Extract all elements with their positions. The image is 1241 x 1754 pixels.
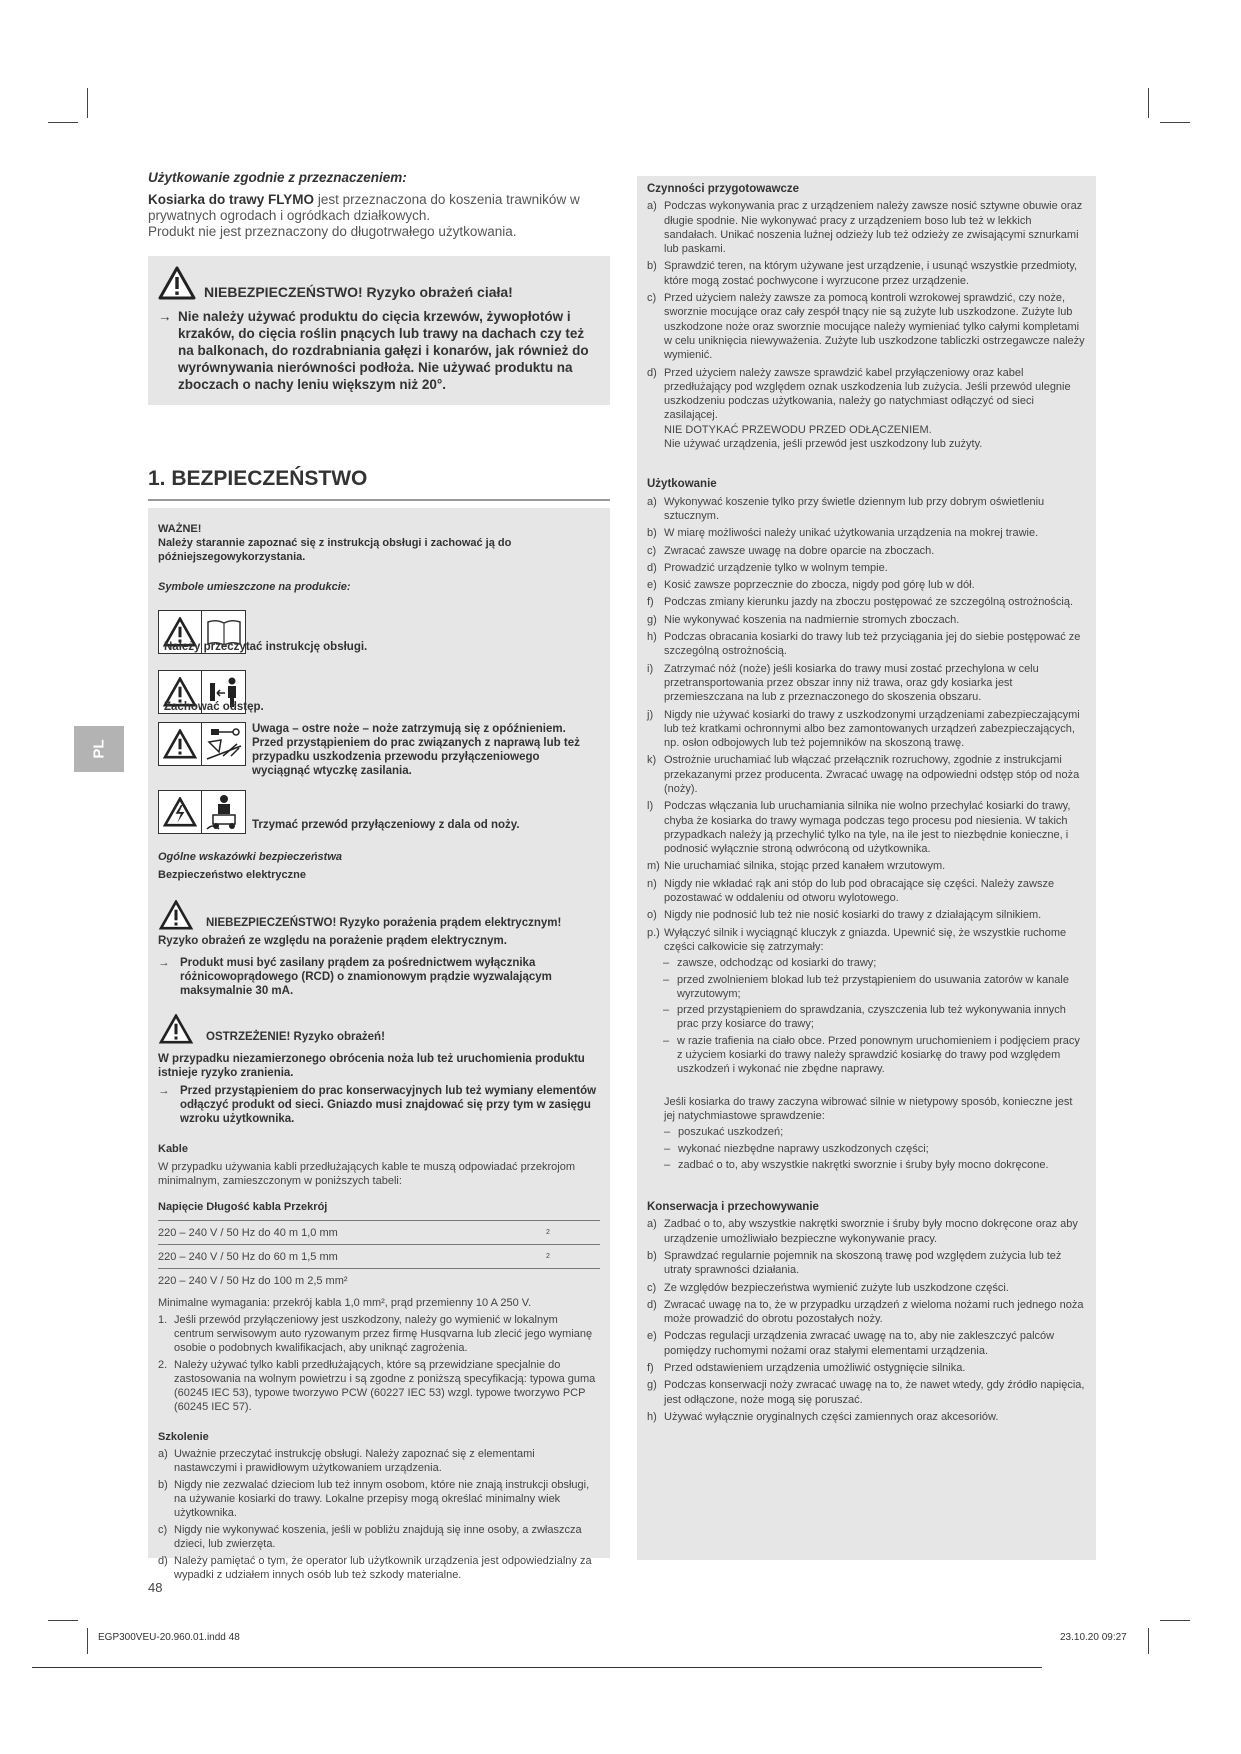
list-item: a) Wykonywać koszenie tylko przy świetle dziennym lub przy dobrym oświetleniu sztucznym. xyxy=(647,495,1045,522)
table-row: 220 – 240 V / 50 Hz do 60 m 1,5 mm 2 xyxy=(158,1245,600,1269)
danger-text: Nie należy używać produktu do cięcia krzewów, żywopłotów i krzaków, do cięcia roślin pnących lub trawy na dachach czy też na balkonach, do rozdrabniania gałęzi i konarów, jak również do wyrównywania nierówności podłoża. Nie używać produktu na zboczach o nachy leniu większym niż 20°. xyxy=(178,309,589,392)
symbols-title: Symbole umieszczone na produkcie: xyxy=(158,581,351,593)
list-item: c) Zwracać zawsze uwagę na dobre oparcie na zboczach. xyxy=(647,544,935,557)
footer-filename: EGP300VEU-20.960.01.indd 48 xyxy=(98,1632,240,1643)
list-item: e) Kosić zawsze poprzecznie do zbocza, nigdy pod górę lub w dół. xyxy=(647,579,975,592)
list-item: n) Nigdy nie wkładać rąk ani stóp do lub pod obracające się części. Należy zawsze pozostawać w oddaleniu od otworu wylotowego. xyxy=(647,877,1055,905)
prep-title: Czynności przygotowawcze xyxy=(647,183,800,195)
list-item: e) Podczas regulacji urządzenia zwracać uwagę na to, aby nie zakleszczyć palców pomiędzy ruchomymi nożami oraz stałymi elementami urządzenia. xyxy=(647,1330,1055,1357)
crop-mark xyxy=(87,1628,88,1654)
symbol-label-manual: Należy przeczytać instrukcję obsługi. xyxy=(164,641,368,653)
list-item: c) Przed użyciem należy zawsze za pomocą kontroli wzrokowej sprawdzić, czy noże, sworznie mocujące oraz cały zespół tnący nie są zużyte lub uszkodzone. Zużyte lub uszkodzone noże oraz sworznie mocujące należy wymieniać tylko całymi kompletami w celu uniknięcia niewyważenia. Zużyte lub uszkodzone tabliczki ostrzegawcze należy wymienić. xyxy=(647,292,1085,362)
list-item: h) Używać wyłącznie oryginalnych części zamiennych oraz akcesoriów. xyxy=(647,1410,999,1423)
symbol-label-distance: Zachować odstęp. xyxy=(164,701,264,713)
list-item: k) Ostrożnie uruchamiać lub włączać przełącznik rozruchowy, zgodnie z instrukcjami przekazanymi przez producenta. Zwracać uwagę na odpowiedni odstęp stóp od noża (noży). xyxy=(647,754,1080,795)
electric-danger-sub: Ryzyko obrażeń ze względu na porażenie prądem elektrycznym. xyxy=(158,935,507,947)
intro-paragraph: Kosiarka do trawy FLYMO jest przeznaczona do koszenia trawników w prywatnych ogrodach i ogródkach działkowych. xyxy=(148,192,580,223)
list-item: d) Przed użyciem należy zawsze sprawdzić kabel przyłączeniowy oraz kabel przedłużający pod względem oznak uszkodzenia lub zużycia. Jeśli przewód ulegnie uszkodzeniu podczas użytkowania, należy go natychmiast odłączyć od sieci zasilającej. xyxy=(647,366,1071,422)
dash-item: – zadbać o to, aby wszystkie nakrętki sworznie i śruby były mocno dokręcone. xyxy=(664,1158,1049,1171)
list-item: d) Należy pamiętać o tym, że operator lub użytkownik urządzenia jest odpowiedzialny za wypadki z udziałem innych osób lub też szkody materialne. xyxy=(158,1555,592,1581)
symbol-row-distance xyxy=(158,666,600,714)
symbol-row-cable xyxy=(158,790,600,834)
maintenance-title: Konserwacja i przechowywanie xyxy=(647,1201,819,1214)
vibration-note: Jeśli kosiarka do trawy zaczyna wibrować silnie w nietypowy sposób, konieczne jest jej natychmiastowe sprawdzenie: xyxy=(664,1095,1073,1122)
usage-title: Użytkowanie xyxy=(647,478,717,491)
cables-intro: W przypadku używania kabli przedłużających kable te muszą odpowiadać przekrojom minimalnym, zamieszczonym w poniższych tabeli: xyxy=(158,1161,575,1187)
crop-mark xyxy=(1160,1620,1190,1621)
list-item: b) Sprawdzać regularnie pojemnik na skoszoną trawę pod względem zużycia lub też utraty sprawności działania. xyxy=(647,1250,1062,1277)
electric-danger-item: → Produkt musi być zasilany prądem za pośrednictwem wyłącznika różnicowoprądowego (RCD) o znamionowym prądzie wyzwalającym maksymalnie 30 mA. xyxy=(158,957,552,997)
list-item: 2. Należy używać tylko kabli przedłużających, które są przewidziane specjalnie do zastosowania na wolnym powietrzu i są zgodne z poniższą specyfikacją: typowa guma (60245 IEC 53), typowe tworzywo PCW (60227 IEC 53) wzgl. typowe tworzywo PCP (60245 IEC 57). xyxy=(158,1359,596,1413)
symbol-label-blades: Uwaga – ostre noże – noże zatrzymują się z opóźnieniem. Przed przystąpieniem do prac związanych z naprawą lub też przypadku uszkodzenia przewodu przyłączeniowego wyciągnąć wtyczkę zasilania. xyxy=(252,723,580,777)
crop-mark xyxy=(48,122,78,123)
danger-box xyxy=(148,256,610,405)
list-item: b) Nigdy nie zezwalać dzieciom lub też innym osobom, które nie znają instrukcji obsługi, na używanie kosiarki do trawy. Lokalne przepisy mogą określać minimalny wiek użytkownika. xyxy=(158,1479,590,1519)
crop-mark xyxy=(87,88,88,118)
list-item: d) Prowadzić urządzenie tylko w wolnym tempie. xyxy=(647,561,888,574)
arrow-icon: → xyxy=(158,1085,170,1097)
section-title: 1. BEZPIECZEŃSTWO xyxy=(148,467,610,501)
list-item: b) W miarę możliwości należy unikać użytkowania urządzenia na mokrej trawie. xyxy=(647,527,1039,540)
cables-title: Kable xyxy=(158,1143,188,1155)
list-item: f) Podczas zmiany kierunku jazdy na zboczu postępować ze szczególną ostrożnością. xyxy=(647,596,1074,609)
list-item: m) Nie uruchamiać silnika, stojąc przed kanałem wrzutowym. xyxy=(647,860,946,873)
warning-triangle-icon xyxy=(158,790,202,834)
dash-item: – zawsze, odchodząc od kosiarki do trawy; xyxy=(663,957,877,970)
list-item: a) Zadbać o to, aby wszystkie nakrętki sworznie i śruby były mocno dokręcone oraz aby urządzenie umożliwiało bezpieczne wykonywanie pracy. xyxy=(647,1218,1078,1245)
prep-last: Nie używać urządzenia, jeśli przewód jest uszkodzony lub zużyty. xyxy=(664,438,983,451)
electric-danger-title: NIEBEZPIECZEŃSTWO! Ryzyko porażenia prądem elektrycznym! xyxy=(206,917,562,929)
important-text: Należy starannie zapoznać się z instrukcją obsługi i zachować ją do późniejszegowykorzystania. xyxy=(158,537,512,563)
crop-mark xyxy=(1160,122,1190,123)
caution-header xyxy=(158,1014,600,1044)
footer-timestamp: 23.10.20 09:27 xyxy=(1060,1632,1127,1643)
crop-mark xyxy=(1148,1628,1149,1654)
list-item: j) Nigdy nie używać kosiarki do trawy z uszkodzonymi urządzeniami zabezpieczającymi lub też kratkami ochronnymi albo bez zamontowanych urządzeń zabezpieczających, np. osłon odbojowych lub też pojemników na skoszoną trawę. xyxy=(647,708,1080,750)
intro-title: Użytkowanie zgodnie z przeznaczeniem: xyxy=(148,170,407,185)
danger-title: NIEBEZPIECZEŃSTWO! Ryzyko obrażeń ciała! xyxy=(204,284,513,300)
right-column xyxy=(637,176,1096,1560)
left-column xyxy=(148,170,610,1581)
safety-panel xyxy=(148,508,610,1581)
electric-danger-header xyxy=(158,900,600,930)
caution-item: → Przed przystąpieniem do prac konserwacyjnych lub też wymiany elementów odłączyć produkt od sieci. Gniazdo musi znajdować się przy tym w zasięgu wzroku użytkownika. xyxy=(158,1085,597,1125)
arrow-icon: → xyxy=(158,309,172,324)
cable-away-from-blades-icon xyxy=(202,790,246,834)
caution-title: OSTRZEŻENIE! Ryzyko obrażeń! xyxy=(206,1031,385,1043)
cable-table xyxy=(158,1220,600,1292)
list-item: l) Podczas włączania lub uruchamiania silnika nie wolno przechylać kosiarki do trawy, chyba że kosiarka do trawy wymaga podczas tego procesu pod niesienia. W takich przypadkach należy ją przechylić tylko na tyle, na ile jest to niezbędnie konieczne, i podnosić wyłącznie stroną odwróconą od użytkownika. xyxy=(647,800,1071,856)
dash-item: – przed przystąpieniem do sprawdzania, czyszczenia lub też wykonywania innych prac przy kosiarce do trawy; xyxy=(663,1004,1066,1031)
list-item: p.) Wyłączyć silnik i wyciągnąć kluczyk z gniazda. Upewnić się, że wszystkie ruchome części całkowicie się zatrzymały: xyxy=(647,926,1067,953)
list-item: a) Uważnie przeczytać instrukcję obsługi. Należy zapoznać się z elementami nastawczymi i prawidłowym użytkowaniem urządzenia. xyxy=(158,1448,535,1474)
language-tab: PL xyxy=(74,726,124,772)
table-row: 220 – 240 V / 50 Hz do 100 m 2,5 mm² xyxy=(158,1269,600,1293)
electrical-safety-title: Bezpieczeństwo elektryczne xyxy=(158,869,306,881)
dash-item: – w razie trafienia na ciało obce. Przed ponownym uruchomieniem i podjęciem pracy z użyciem kosiarki do trawy należy sprawdzić kosiarkę do trawy pod względem uszkodzeń i wykonać nie zbędne naprawy. xyxy=(663,1034,1080,1076)
important-title: WAŻNE! xyxy=(158,523,202,535)
symbol-row-blades xyxy=(158,722,600,778)
warning-triangle-icon xyxy=(158,1014,194,1044)
list-item: a) Podczas wykonywania prac z urządzeniem należy zawsze nosić sztywne obuwie oraz długie spodnie. Nie wykonywać pracy z urządzeniem boso lub też w lekkich sandałach. Unikać noszenia luźnej odzieży lub też odzieży ze zwisającymi sznurkami lub paskami. xyxy=(647,200,1083,256)
warning-triangle-icon xyxy=(158,900,194,930)
caution-sub: W przypadku niezamierzonego obrócenia noża lub też uruchomienia produktu istnieje ryzyko zranienia. xyxy=(158,1053,585,1079)
table-row: 220 – 240 V / 50 Hz do 40 m 1,0 mm 2 xyxy=(158,1221,600,1245)
symbol-row-manual xyxy=(158,606,600,654)
list-item: 1. Jeśli przewód przyłączeniowy jest uszkodzony, należy go wymienić w lokalnym centrum serwisowym auto ryzowanym przez firmę Husqvarna lub zlecić jego wymianę osobie o podobnych kwalifikacjach, aby uniknąć zagrożenia. xyxy=(158,1314,593,1354)
intro-paragraph-2: Produkt nie jest przeznaczony do długotrwałego użytkowania. xyxy=(148,224,517,239)
cable-min-requirements: Minimalne wymagania: przekrój kabla 1,0 mm², prąd przemienny 10 A 250 V. xyxy=(158,1297,532,1309)
dash-item: – poszukać uszkodzeń; xyxy=(664,1126,784,1139)
list-item: h) Podczas obracania kosiarki do trawy lub też przyciągania jej do siebie postępować ze szczególną ostrożnością. xyxy=(647,631,1081,658)
list-item: i) Zatrzymać nóż (noże) jeśli kosiarka do trawy musi zostać przechylona w celu przetransportowania przez obszar inny niż trawa, oraz gdy kosiarka jest przemieszczana na lub z przeznaczonego do skoszenia obszaru. xyxy=(647,662,1039,704)
list-item: c) Nigdy nie wykonywać koszenia, jeśli w pobliżu znajdują się inne osoby, a zwłaszcza dzieci, lub zwierzęta. xyxy=(158,1524,582,1550)
crop-mark xyxy=(1148,88,1149,118)
training-title: Szkolenie xyxy=(158,1431,209,1443)
unplug-before-repair-icon xyxy=(202,722,246,766)
cable-table-header: Napięcie Długość kabla Przekrój xyxy=(158,1201,328,1213)
symbol-label-cable: Trzymać przewód przyłączeniowy z dala od noży. xyxy=(252,819,520,831)
arrow-icon: → xyxy=(158,957,170,969)
warning-triangle-icon xyxy=(158,722,202,766)
footer-rule xyxy=(32,1667,1042,1668)
general-safety-title: Ogólne wskazówki bezpieczeństwa xyxy=(158,851,342,863)
list-item: b) Sprawdzić teren, na którym używane jest urządzenie, i usunąć wszystkie przedmioty, które mogą zostać pochwycone i wyrzucone przez urządzenie. xyxy=(647,260,1078,287)
list-item: c) Ze względów bezpieczeństwa wymienić zużyte lub uszkodzone części. xyxy=(647,1281,1009,1294)
list-item: d) Zwracać uwagę na to, że w przypadku urządzeń z wieloma nożami ruch jednego noża może prowadzić do obrotu pozostałych noży. xyxy=(647,1298,1084,1326)
list-item: o) Nigdy nie podnosić lub też nie nosić kosiarki do trawy z działającym silnikiem. xyxy=(647,909,1042,922)
crop-mark xyxy=(48,1620,78,1621)
page-number: 48 xyxy=(148,1580,163,1595)
list-item: f) Przed odstawieniem urządzenia umożliwić ostygnięcie silnika. xyxy=(647,1362,966,1375)
dash-item: – przed zwolnieniem blokad lub też przystąpieniem do usuwania zatorów w kanale wyrzutowym; xyxy=(663,973,1069,1000)
dash-item: – wykonać niezbędne naprawy uszkodzonych części; xyxy=(664,1142,929,1155)
prep-caps-warning: NIE DOTYKAĆ PRZEWODU PRZED ODŁĄCZENIEM. xyxy=(664,423,932,436)
list-item: g) Podczas konserwacji noży zwracać uwagę na to, że nawet wtedy, gdy źródło napięcia, jest odłączone, noże mogą się poruszać. xyxy=(647,1379,1085,1406)
warning-triangle-icon xyxy=(158,266,196,300)
list-item: g) Nie wykonywać koszenia na nadmiernie stromych zboczach. xyxy=(647,613,960,626)
